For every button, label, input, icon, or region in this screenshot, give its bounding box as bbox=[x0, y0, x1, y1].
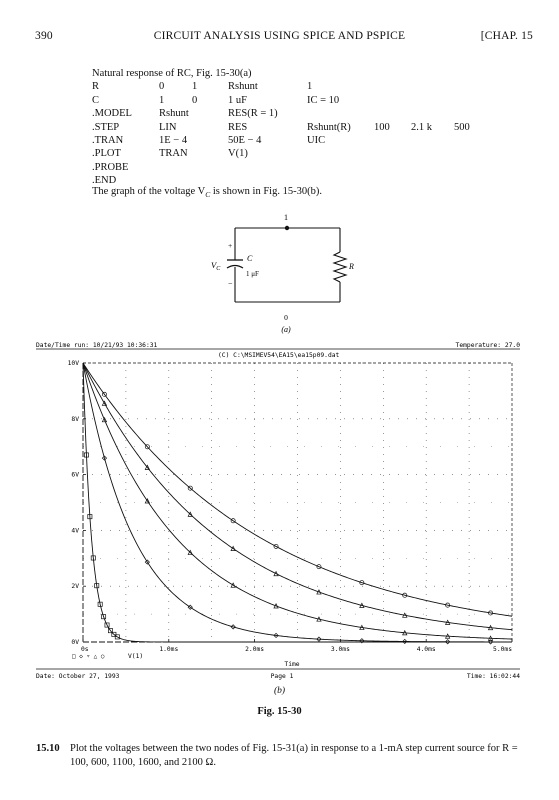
vc-label: $V_C$ bbox=[211, 260, 221, 272]
netlist-cell: .MODEL bbox=[92, 108, 132, 120]
cap-value: 1 μF bbox=[246, 270, 259, 278]
netlist-cell: 50E − 4 bbox=[228, 134, 262, 146]
y-tick-label: 8V bbox=[71, 415, 79, 423]
x-tick-label: 4.0ms bbox=[416, 646, 436, 653]
netlist-cell: TRAN bbox=[159, 148, 188, 160]
y-tick-label: 2V bbox=[71, 583, 79, 591]
legend-markers: □ ◇ ▿ △ ○ bbox=[72, 653, 105, 660]
node-dot bbox=[285, 226, 289, 230]
chapter-label: [CHAP. 15 bbox=[480, 30, 533, 42]
sublabel-a: (a) bbox=[281, 325, 291, 334]
netlist-cell: RES(R = 1) bbox=[228, 108, 278, 120]
minus-sign: − bbox=[228, 279, 233, 288]
netlist-cell: .STEP bbox=[92, 121, 120, 133]
sublabel-b: (b) bbox=[273, 686, 286, 696]
plus-sign: + bbox=[228, 241, 233, 250]
netlist-row bbox=[92, 94, 340, 107]
netlist-cell: 1 bbox=[307, 81, 313, 93]
node-top-label: 1 bbox=[284, 213, 288, 222]
netlist-cell: 0 bbox=[192, 94, 198, 106]
netlist-row bbox=[92, 147, 252, 160]
date: Date: October 27, 1993 bbox=[36, 673, 120, 680]
resistor-zigzag bbox=[334, 252, 346, 282]
netlist-cell: V(1) bbox=[228, 148, 248, 160]
x-tick-label: 0s bbox=[81, 646, 89, 653]
running-title: CIRCUIT ANALYSIS USING SPICE AND PSPICE bbox=[153, 30, 406, 42]
plot-tick-labels bbox=[68, 360, 513, 653]
res-label: R bbox=[349, 262, 354, 271]
plot-axes bbox=[83, 363, 512, 642]
netlist-cell: Rshunt bbox=[159, 108, 189, 120]
netlist-cell: R bbox=[92, 81, 100, 93]
netlist-cell: Rshunt(R) bbox=[307, 121, 351, 133]
netlist-row bbox=[92, 121, 470, 134]
series-markers bbox=[102, 418, 492, 641]
node-bottom-label: 0 bbox=[284, 313, 288, 322]
netlist-cell: LIN bbox=[159, 121, 177, 133]
plot-grid bbox=[83, 363, 512, 642]
netlist-cell: 1 uF bbox=[228, 94, 247, 106]
series-line bbox=[83, 363, 512, 639]
cap-label: C bbox=[247, 254, 253, 263]
temperature: Temperature: 27.0 bbox=[455, 342, 520, 349]
problem-text: Plot the voltages between the two nodes of Fig. 15-31(a) in response to a 1-mA step current source for R = 100, 600, 1100, 1600, and 2100 Ω. bbox=[70, 743, 518, 768]
netlist-row bbox=[92, 107, 278, 120]
netlist-row bbox=[92, 80, 313, 93]
figure-caption: Fig. 15-30 bbox=[257, 706, 302, 717]
series-line bbox=[83, 363, 512, 642]
netlist-rows bbox=[92, 80, 470, 187]
series-line bbox=[83, 363, 512, 642]
netlist-cell: 100 bbox=[374, 121, 390, 133]
netlist-cell: 1 bbox=[192, 81, 198, 93]
netlist-cell: 500 bbox=[454, 121, 470, 133]
data-file: (C) C:\MSIMEV54\EA15\ea15p09.dat bbox=[218, 352, 340, 359]
legend-label: V(1) bbox=[128, 653, 144, 660]
x-tick-label: 2.0ms bbox=[245, 646, 265, 653]
netlist-row bbox=[92, 161, 252, 174]
date-time-run: Date/Time run: 10/21/93 10:36:31 bbox=[36, 342, 158, 349]
y-tick-label: 0V bbox=[71, 639, 79, 646]
y-tick-label: 4V bbox=[71, 527, 79, 535]
netlist-cell: 1E − 4 bbox=[159, 134, 188, 146]
legend bbox=[72, 653, 143, 660]
spice-netlist bbox=[92, 67, 470, 188]
page-number: 390 bbox=[35, 30, 53, 42]
netlist-row bbox=[92, 134, 326, 147]
netlist-title: Natural response of RC, Fig. 15-30(a) bbox=[92, 68, 252, 79]
netlist-cell: .PLOT bbox=[92, 148, 121, 160]
y-tick-label: 6V bbox=[71, 471, 79, 479]
netlist-cell: 0 bbox=[159, 81, 165, 93]
probe-plot bbox=[36, 340, 522, 682]
rc-schematic bbox=[195, 210, 375, 335]
netlist-cell: .TRAN bbox=[92, 134, 124, 146]
netlist-cell: .END bbox=[92, 175, 117, 187]
x-tick-label: 5.0ms bbox=[493, 646, 512, 653]
problem-number: 15.10 bbox=[36, 743, 60, 754]
netlist-cell: C bbox=[92, 94, 100, 106]
netlist-cell: Rshunt bbox=[228, 81, 258, 93]
problem-15-10 bbox=[36, 742, 536, 770]
netlist-cell: .PROBE bbox=[92, 161, 129, 173]
time-label: Time: 16:02:44 bbox=[466, 673, 520, 680]
series-markers bbox=[102, 401, 492, 630]
netlist-cell: RES bbox=[228, 121, 248, 133]
netlist-cell: 2.1 k bbox=[411, 121, 432, 133]
x-axis-label: Time bbox=[284, 661, 300, 668]
netlist-cell: UIC bbox=[307, 134, 326, 146]
netlist-cell: IC = 10 bbox=[307, 94, 340, 106]
graph-caption: The graph of the voltage $V_C$ is shown in Fig. 15-30(b). bbox=[92, 186, 322, 200]
netlist-cell: 1 bbox=[159, 94, 165, 106]
page-label: Page 1 bbox=[270, 673, 294, 680]
y-tick-label: 10V bbox=[67, 360, 79, 367]
x-tick-label: 1.0ms bbox=[159, 646, 179, 653]
x-tick-label: 3.0ms bbox=[330, 646, 350, 653]
